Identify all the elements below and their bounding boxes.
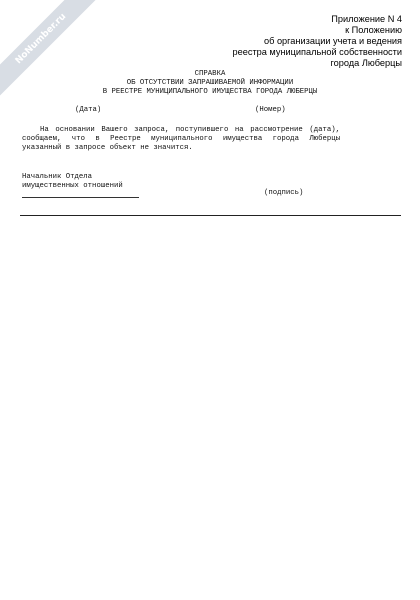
signature-label: (подпись): [264, 189, 304, 197]
appendix-line-4: реестра муниципальной собственности: [232, 47, 402, 57]
appendix-line-2: к Положению: [345, 25, 402, 35]
signatory-line-2: имущественных отношений: [22, 182, 123, 190]
signatory-underline: [22, 197, 139, 198]
title-line-1: СПРАВКА: [194, 70, 226, 78]
signatory-line-1: Начальник Отдела: [22, 173, 93, 181]
appendix-line-5: города Люберцы: [330, 58, 402, 68]
body-paragraph: [22, 126, 340, 153]
appendix-line-1: Приложение N 4: [331, 14, 402, 24]
signatory-block: [22, 173, 123, 191]
title-line-3: В РЕЕСТРЕ МУНИЦИПАЛЬНОГО ИМУЩЕСТВА ГОРОДА ЛЮБЕРЦЫ: [102, 88, 318, 96]
appendix-line-3: об организации учета и ведения: [264, 36, 402, 46]
body-text: На основании Вашего запроса, поступившего на рассмотрение (дата), сообщаем, что в Реестре муниципального имущества города Люберцы указанный в запросе объект не значится.: [22, 126, 340, 152]
number-field-label: (Номер): [255, 106, 286, 114]
date-field-label: (Дата): [75, 106, 102, 114]
document-title: [0, 70, 420, 97]
document-divider: [20, 215, 401, 216]
title-line-2: ОБ ОТСУТСТВИИ ЗАПРАШИВАЕМОЙ ИНФОРМАЦИИ: [126, 79, 294, 87]
appendix-header: [233, 14, 402, 69]
watermark-ribbon: NoNumber.ru: [0, 0, 102, 100]
